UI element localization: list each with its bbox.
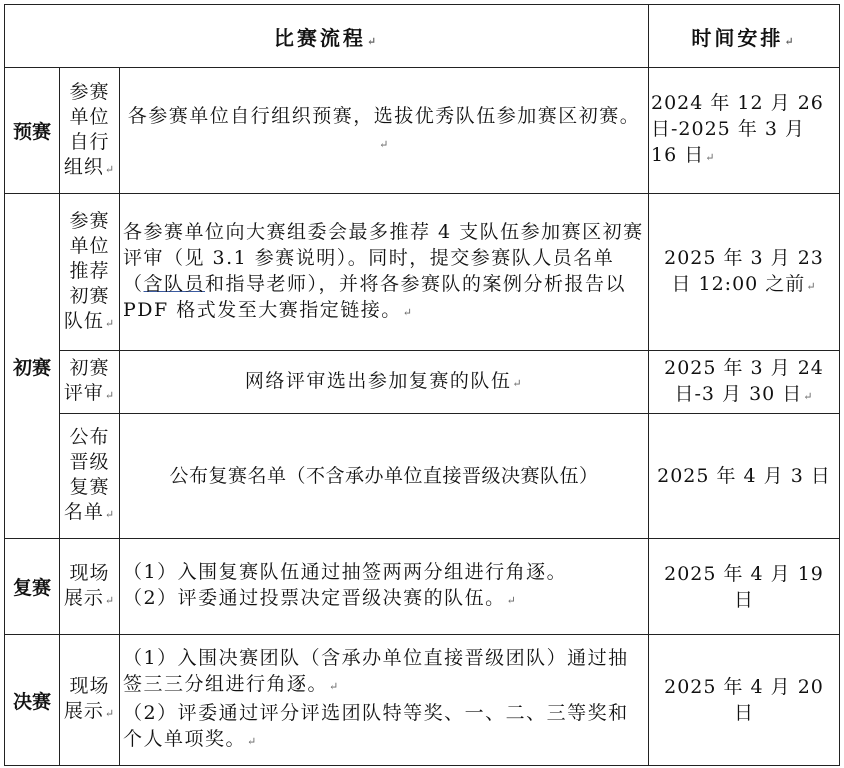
paragraph-mark: ↵ — [784, 34, 797, 48]
time-prelim — [649, 68, 840, 194]
desc-first-review — [120, 351, 649, 414]
desc-first-recommend-b: 和指导老师），并将各参赛队的案例分析报告以 PDF 格式发至大赛指定链接。 — [123, 272, 627, 321]
paragraph-mark: ↵ — [379, 138, 390, 151]
time-prelim-text: 2024 年 12 月 26 日-2025 年 3 月 16 日 — [651, 92, 824, 166]
row-final — [5, 635, 840, 766]
row-second — [5, 539, 840, 635]
desc-final-item-2-text: （2）评委通过评分评选团队特等奖、一、二、三等奖和个人单项奖。 — [123, 702, 629, 750]
step-second-label: 现场展示 — [63, 561, 110, 609]
paragraph-mark: ↵ — [104, 593, 116, 607]
desc-final-item-1-text: （1）入围决赛团队（含承办单位直接晋级团队）通过抽签三三分组进行角逐。 — [123, 647, 629, 695]
desc-first-recommend — [120, 194, 649, 351]
desc-prelim-text: 各参赛单位自行组织预赛，选拔优秀队伍参加赛区初赛。 — [127, 105, 641, 127]
header-process-label: 比赛流程 — [273, 25, 366, 50]
step-first-recommend — [60, 194, 120, 351]
step-final-label: 现场展示 — [63, 675, 110, 722]
desc-first-recommend-a: 各参赛单位向大赛组委会最多推荐 4 支队伍参加赛区初赛评审（见 3.1 参赛说明）。同时，提交参赛队人员名单（ — [123, 220, 644, 295]
step-first-announce-label: 公布晋级复赛名单 — [63, 426, 110, 523]
paragraph-mark: ↵ — [329, 680, 340, 693]
time-final: 2025 年 4 月 20 日 — [649, 635, 840, 766]
desc-first-recommend-underlined: 含队员 — [143, 272, 206, 295]
step-second — [60, 539, 120, 635]
paragraph-mark: ↵ — [104, 508, 116, 521]
desc-second-item-1-text: （1）入围复赛队伍通过抽签两两分组进行角逐。 — [123, 561, 568, 583]
row-first-announce — [5, 414, 840, 539]
desc-first-review-text: 网络评审选出参加复赛的队伍 — [244, 369, 512, 392]
paragraph-mark: ↵ — [104, 162, 116, 176]
desc-first-announce: 公布复赛名单（不含承办单位直接晋级决赛队伍） — [120, 414, 649, 539]
step-first-announce — [60, 414, 120, 539]
paragraph-mark: ↵ — [247, 735, 258, 748]
row-first-review — [5, 351, 840, 414]
time-first-announce: 2025 年 4 月 3 日 — [649, 414, 840, 539]
paragraph-mark: ↵ — [705, 151, 716, 164]
stage-second: 复赛 — [5, 539, 60, 635]
stage-first: 初赛 — [5, 194, 60, 539]
desc-final-item-1 — [123, 645, 645, 700]
paragraph-mark: ↵ — [402, 305, 414, 319]
desc-second-item-2-text: （2）评委通过投票决定晋级决赛的队伍。 — [123, 587, 506, 609]
desc-second-item-1 — [123, 559, 645, 585]
time-first-review-text: 2025 年 3 月 24 日-3 月 30 日 — [664, 356, 824, 405]
paragraph-mark: ↵ — [104, 707, 116, 720]
stage-final: 决赛 — [5, 635, 60, 766]
paragraph-mark: ↵ — [803, 389, 814, 403]
paragraph-mark: ↵ — [366, 34, 380, 48]
row-first-recommend — [5, 194, 840, 351]
header-schedule-label: 时间安排 — [691, 25, 784, 50]
paragraph-mark: ↵ — [506, 594, 518, 607]
paragraph-mark: ↵ — [104, 389, 116, 402]
step-prelim — [60, 68, 120, 194]
paragraph-mark: ↵ — [806, 279, 817, 293]
step-final — [60, 635, 120, 766]
header-schedule — [649, 5, 840, 68]
step-first-review — [60, 351, 120, 414]
paragraph-mark: ↵ — [512, 376, 524, 390]
header-process — [5, 5, 649, 68]
time-first-recommend-text: 2025 年 3 月 23 日 12:00 之前 — [664, 246, 824, 295]
desc-final-item-2 — [123, 700, 645, 755]
competition-schedule-table — [4, 4, 840, 766]
time-first-review — [649, 351, 840, 414]
desc-second — [120, 539, 649, 635]
desc-second-item-2 — [123, 585, 645, 614]
step-prelim-label: 参赛单位自行组织 — [63, 80, 110, 178]
time-second: 2025 年 4 月 19 日 — [649, 539, 840, 635]
step-first-review-label: 初赛评审 — [63, 357, 110, 404]
desc-final — [120, 635, 649, 766]
row-prelim — [5, 68, 840, 194]
step-first-recommend-label: 参赛单位推荐初赛队伍 — [63, 209, 110, 332]
header-row — [5, 5, 840, 68]
desc-prelim — [120, 68, 649, 194]
paragraph-mark: ↵ — [104, 316, 116, 330]
time-first-recommend — [649, 194, 840, 351]
stage-prelim: 预赛 — [5, 68, 60, 194]
